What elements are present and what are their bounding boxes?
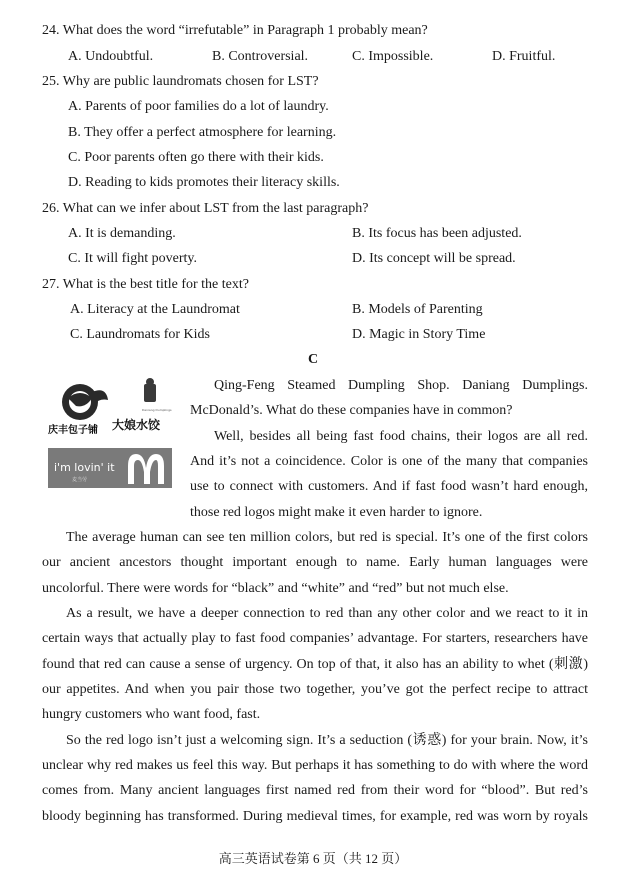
passage-line-17: comes from. Many ancient languages first named red from their word for “blood”. But red’s [42, 783, 588, 798]
passage-line-5: use to connect with customers. And if fast food wasn’t hard enough, [190, 479, 588, 494]
q27-option-b: B. Models of Parenting [352, 302, 483, 317]
passage-line-16: unclear why red makes us feel this way. But perhaps it has something to do with where the word [42, 758, 588, 773]
q25-option-b: B. They offer a perfect atmosphere for learning. [68, 125, 337, 140]
passage-line-9: uncolorful. There were words for “black” and “white” and “red” but not much else. [42, 581, 509, 596]
passage-line-6: those red logos might make it even harder to ignore. [190, 505, 483, 520]
qingfeng-logo-text: 庆丰包子铺 [48, 425, 98, 436]
passage-line-13: our appetites. And when you pair those two together, you’ve got the perfect recipe to attract [42, 682, 588, 697]
page-footer: 高三英语试卷第 6 页（共 12 页） [218, 851, 408, 866]
section-label: C [307, 352, 319, 367]
passage-line-2: McDonald’s. What do these companies have in common? [190, 403, 513, 418]
passage-line-11: certain ways that actually play to fast food companies’ advantage. For starters, researchers have [42, 631, 588, 646]
q25-option-a: A. Parents of poor families do a lot of laundry. [68, 99, 329, 114]
daniang-logo-subtext: Daniang Dumplings [142, 408, 172, 412]
q27-option-c: C. Laundromats for Kids [70, 327, 210, 342]
q26-option-a: A. It is demanding. [68, 226, 176, 241]
passage-line-7: The average human can see ten million colors, but red is special. It’s one of the first colors [66, 530, 588, 545]
q24-option-b: B. Controversial. [212, 49, 309, 64]
golden-arches-icon [126, 452, 168, 484]
q24-option-d: D. Fruitful. [492, 49, 556, 64]
passage-line-18: bloody beginning has transformed. During medieval times, for example, red was worn by royals [42, 809, 588, 824]
passage-line-15: So the red logo isn’t just a welcoming sign. It’s a seduction (诱惑) for your brain. Now, it’s [66, 733, 588, 748]
daniang-logo-text: 大娘水饺 [112, 418, 161, 432]
passage-line-12: found that red can cause a sense of urgency. On top of that, it also has an ability to whet (刺激) [42, 657, 588, 672]
passage-line-10: As a result, we have a deeper connection to red than any other color and we react to it in [66, 606, 588, 621]
q25-option-d: D. Reading to kids promotes their literacy skills. [68, 175, 340, 190]
qingfeng-logo [46, 378, 176, 440]
passage-line-8: our ancient ancestors thought important enough to name. Early human languages were [42, 555, 588, 570]
q25-option-c: C. Poor parents often go there with their kids. [68, 150, 324, 165]
question-24-stem: 24. What does the word “irrefutable” in Paragraph 1 probably mean? [42, 23, 428, 38]
mcdonalds-logo [48, 448, 172, 488]
mcdonalds-slogan: i'm lovin' it [54, 461, 115, 474]
q27-option-a: A. Literacy at the Laundromat [70, 302, 240, 317]
mcdonalds-subtext: 麦当劳 [72, 477, 88, 483]
question-27-stem: 27. What is the best title for the text? [42, 277, 249, 292]
passage-line-14: hungry customers who want food, fast. [42, 707, 261, 722]
q26-option-d: D. Its concept will be spread. [352, 251, 516, 266]
question-25-stem: 25. Why are public laundromats chosen for LST? [42, 74, 319, 89]
q27-option-d: D. Magic in Story Time [352, 327, 486, 342]
passage-line-3: Well, besides all being fast food chains, their logos are all red. [214, 429, 588, 444]
passage-line-1: Qing-Feng Steamed Dumpling Shop. Daniang Dumplings. [214, 378, 588, 393]
passage-line-4: And it’s not a coincidence. Color is one of the many that companies [190, 454, 588, 469]
q24-option-c: C. Impossible. [352, 49, 434, 64]
q26-option-c: C. It will fight poverty. [68, 251, 197, 266]
q24-option-a: A. Undoubtful. [68, 49, 154, 64]
q26-option-b: B. Its focus has been adjusted. [352, 226, 522, 241]
question-26-stem: 26. What can we infer about LST from the last paragraph? [42, 201, 369, 216]
